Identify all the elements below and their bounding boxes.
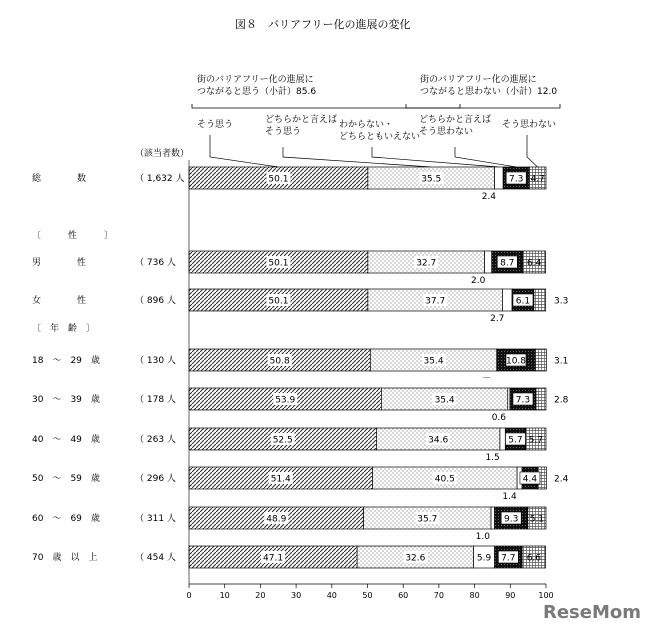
chart-title: 図８ バリアフリー化の進展の変化 [235, 18, 411, 31]
bar-row [32, 546, 546, 568]
group-label-negative: 街のバリアフリー化の進展につながると思わない（小計）12.0 [420, 75, 558, 97]
data-label: 6.1 [515, 296, 531, 307]
data-label: 6.4 [527, 258, 542, 269]
data-label: 6.6 [526, 553, 542, 564]
legend-connector-2 [283, 147, 431, 167]
data-label: 7.7 [501, 553, 516, 564]
row-label: 男 性 [32, 258, 87, 268]
bar-segment-3 [502, 289, 512, 311]
row-count: （ 263 人 [135, 435, 176, 445]
x-tick-label: 10 [219, 591, 230, 600]
data-label: － [482, 374, 492, 384]
bar-row [32, 289, 568, 324]
x-tick-label: 80 [469, 591, 480, 600]
count-header: （該当者数） [135, 149, 190, 159]
data-label: 32.6 [405, 553, 426, 564]
row-count: （ 896 人 [135, 296, 176, 306]
data-label: 5.9 [476, 553, 492, 564]
data-label: 3.1 [554, 356, 569, 367]
section-age: 〔 年 齢 〕 [32, 324, 96, 334]
data-label: 8.7 [500, 258, 515, 269]
data-label: 7.3 [509, 174, 524, 185]
bar-row [32, 388, 569, 423]
x-tick-label: 90 [505, 591, 516, 600]
bar-row [32, 507, 546, 542]
data-label: 1.0 [475, 532, 490, 542]
x-tick-label: 70 [433, 591, 444, 600]
bar-segment-5 [536, 388, 546, 410]
data-label: 0.6 [491, 413, 507, 423]
data-label: 34.6 [428, 435, 449, 446]
legend-connector-1 [210, 135, 278, 167]
row-count: （ 296 人 [135, 474, 176, 484]
data-label: 2.7 [490, 314, 505, 324]
row-count: （ 736 人 [135, 258, 176, 268]
data-label: 5.7 [508, 435, 523, 446]
data-label: 47.1 [263, 553, 284, 564]
legend-connector-5 [527, 135, 538, 167]
group-bracket-positive [192, 104, 460, 108]
data-label: 50.1 [268, 296, 289, 307]
row-label: 40 ～ 49 歳 [32, 435, 100, 445]
data-label: 2.0 [471, 276, 486, 286]
data-label: 5.1 [529, 514, 545, 525]
row-count: （ 311 人 [135, 514, 176, 524]
data-label: 53.9 [275, 395, 296, 406]
x-tick-label: 50 [362, 591, 373, 600]
x-tick-label: 100 [538, 591, 554, 600]
data-label: 35.4 [434, 395, 455, 406]
data-label: 2.8 [554, 395, 569, 406]
data-label: 35.5 [421, 174, 442, 185]
row-count: （ 454 人 [135, 553, 176, 563]
group-bracket-negative [406, 104, 560, 108]
group-label-positive: 街のバリアフリー化の進展につながると思う（小計）85.6 [197, 75, 317, 97]
data-label: 4.4 [522, 474, 538, 485]
data-label: 51.4 [270, 474, 291, 485]
bar-segment-5 [534, 289, 546, 311]
x-tick-label: 20 [255, 591, 266, 600]
bar-row [32, 467, 569, 502]
data-label: 1.4 [502, 492, 517, 502]
legend-item-4: どちらかと言えばそう思わない [419, 115, 492, 137]
bar-row [32, 251, 546, 286]
data-label: 10.8 [505, 356, 527, 367]
legend-item-2: どちらかと言えばそう思う [265, 115, 338, 137]
row-label: 60 ～ 69 歳 [32, 514, 100, 524]
resemom-logo: ReseMom [542, 602, 641, 623]
x-tick-label: 40 [326, 591, 337, 600]
row-label: 女 性 [32, 296, 87, 306]
data-label: 50.1 [268, 258, 289, 269]
row-count: （ 1,632 人 [135, 174, 185, 184]
bar-segment-5 [535, 349, 546, 371]
bar-row [32, 167, 546, 202]
data-label: 1.5 [485, 453, 500, 463]
row-count: （ 178 人 [135, 395, 176, 405]
data-label: 37.7 [425, 296, 446, 307]
row-count: （ 130 人 [135, 356, 176, 366]
legend-item-3: わからない・どちらともいえない [339, 120, 421, 142]
row-label: 50 ～ 59 歳 [32, 474, 100, 484]
legend-item-1: そう思う [197, 120, 234, 130]
data-label: 52.5 [272, 435, 293, 446]
bar-segment-3 [495, 167, 504, 189]
data-label: 35.4 [423, 356, 444, 367]
data-label: 50.1 [268, 174, 289, 185]
data-label: 2.4 [554, 474, 569, 485]
row-label: 18 ～ 29 歳 [32, 356, 100, 366]
x-tick-label: 60 [398, 591, 409, 600]
data-label: 50.8 [269, 356, 290, 367]
data-label: 9.3 [504, 514, 519, 525]
data-label: 7.3 [515, 395, 531, 406]
bar-row [32, 428, 546, 463]
x-tick-label: 0 [186, 591, 192, 600]
section-sex: 〔 性 〕 [32, 231, 114, 241]
legend-item-5: そう思わない [502, 120, 557, 130]
data-label: 3.3 [554, 296, 569, 307]
data-label: 35.7 [417, 514, 438, 525]
x-tick-label: 30 [291, 591, 302, 600]
bar-row [32, 349, 568, 384]
data-label: 5.7 [528, 435, 543, 446]
data-label: 2.4 [481, 192, 497, 202]
row-label: 30 ～ 39 歳 [32, 395, 100, 405]
data-label: 32.7 [416, 258, 437, 269]
data-label: 40.5 [434, 474, 455, 485]
bar-segment-3 [491, 507, 495, 529]
data-label: 4.7 [530, 174, 545, 185]
row-label: 70 歳 以 上 [32, 553, 98, 563]
bar-segment-3 [485, 251, 492, 273]
bar-segment-3 [500, 428, 505, 450]
data-label: 48.9 [266, 514, 287, 525]
row-label: 総 数 [32, 174, 87, 184]
